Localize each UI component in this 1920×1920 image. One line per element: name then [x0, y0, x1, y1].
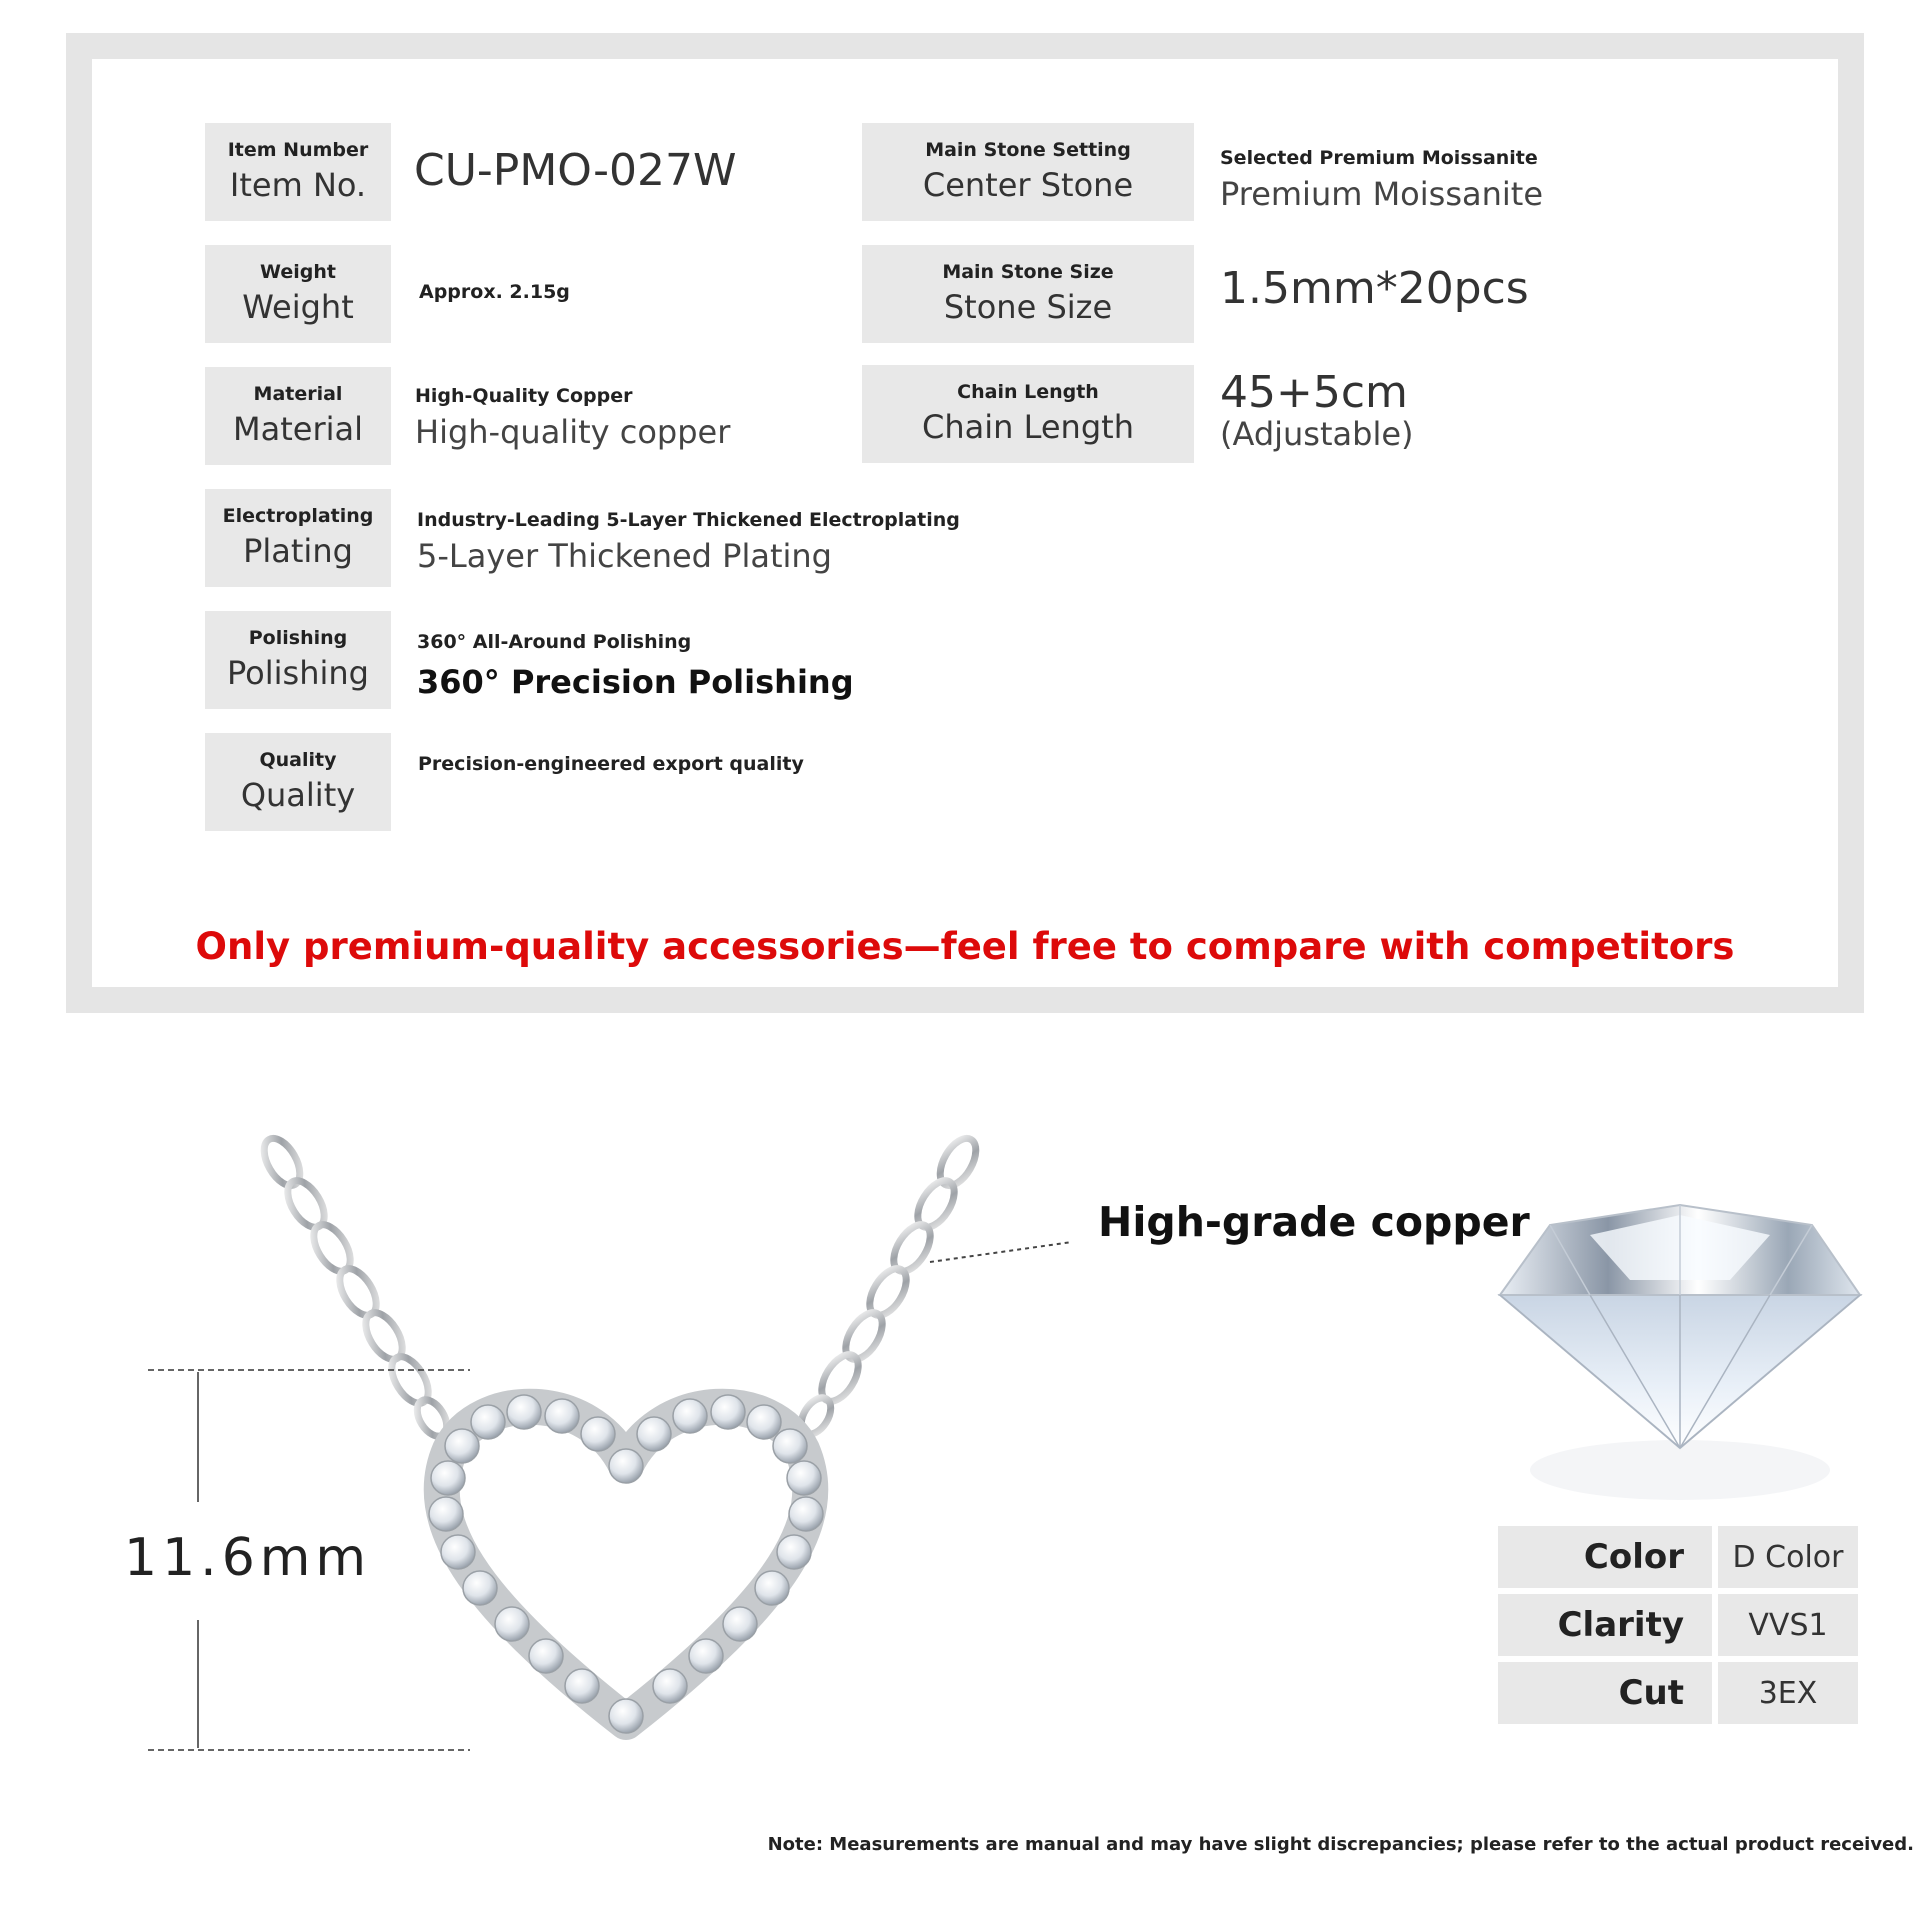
label-quality-en: Quality [259, 749, 337, 772]
label-polishing-en: Polishing [248, 627, 348, 650]
gem-key-color: Color [1498, 1526, 1712, 1588]
promo-text: Only premium-quality accessories—feel free to compare with competitors [195, 925, 1735, 968]
label-item-number-sub: Item No. [229, 166, 367, 205]
label-center-stone-en: Main Stone Setting [925, 139, 1131, 162]
gem-row-cut [1498, 1662, 1858, 1724]
value-item-number-text: CU-PMO-027W [414, 145, 737, 196]
gem-row-clarity [1498, 1594, 1858, 1656]
value-weight-text: Approx. 2.15g [419, 281, 570, 303]
value-stone-size-text: 1.5mm*20pcs [1220, 263, 1529, 314]
value-center-stone-sub: Premium Moissanite [1220, 175, 1543, 213]
moissanite-gem-image [1500, 1205, 1860, 1500]
label-polishing-sub: Polishing [227, 654, 369, 693]
gem-grade-table [1498, 1526, 1858, 1730]
label-item-number-en: Item Number [227, 139, 369, 162]
value-polishing-sub: 360° Precision Polishing [417, 663, 854, 701]
value-polishing-en: 360° All-Around Polishing [417, 631, 692, 653]
value-material-en: High-Quality Copper [415, 385, 633, 407]
value-plating-en: Industry-Leading 5-Layer Thickened Electroplating [417, 509, 960, 531]
label-weight-sub: Weight [242, 288, 354, 327]
gem-key-cut: Cut [1498, 1662, 1712, 1724]
label-material-sub: Material [233, 410, 363, 449]
label-chain-length-en: Chain Length [957, 381, 1099, 404]
heart-pendant [429, 1395, 823, 1733]
value-quality-en: Precision-engineered export quality [418, 753, 804, 775]
label-weight-en: Weight [260, 261, 336, 284]
label-material-en: Material [253, 383, 343, 406]
gem-value-cut: 3EX [1718, 1662, 1858, 1724]
value-plating-sub: 5-Layer Thickened Plating [417, 537, 832, 575]
gem-value-color: D Color [1718, 1526, 1858, 1588]
value-center-stone-en: Selected Premium Moissanite [1220, 147, 1538, 169]
pendant-dimension: 11.6mm [124, 1528, 372, 1588]
gem-key-clarity: Clarity [1498, 1594, 1712, 1656]
label-stone-size-en: Main Stone Size [942, 261, 1114, 284]
gem-value-clarity: VVS1 [1718, 1594, 1858, 1656]
value-chain-length-sub: (Adjustable) [1220, 415, 1414, 454]
value-material-sub: High-quality copper [415, 413, 731, 451]
callout-leader [930, 1242, 1072, 1262]
chain-right [795, 1132, 983, 1439]
material-callout: High-grade copper [1098, 1198, 1530, 1246]
label-chain-length-sub: Chain Length [922, 408, 1134, 447]
value-chain-length-text: 45+5cm [1220, 367, 1408, 418]
gem-row-color [1498, 1526, 1858, 1588]
label-plating-sub: Plating [243, 532, 353, 571]
label-plating-en: Electroplating [222, 505, 374, 528]
measurement-note: Note: Measurements are manual and may have slight discrepancies; please refer to the actual product received. [767, 1834, 1914, 1855]
label-stone-size-sub: Stone Size [943, 288, 1113, 327]
label-quality-sub: Quality [240, 776, 356, 815]
chain-left [257, 1132, 453, 1441]
label-center-stone-sub: Center Stone [922, 166, 1134, 205]
